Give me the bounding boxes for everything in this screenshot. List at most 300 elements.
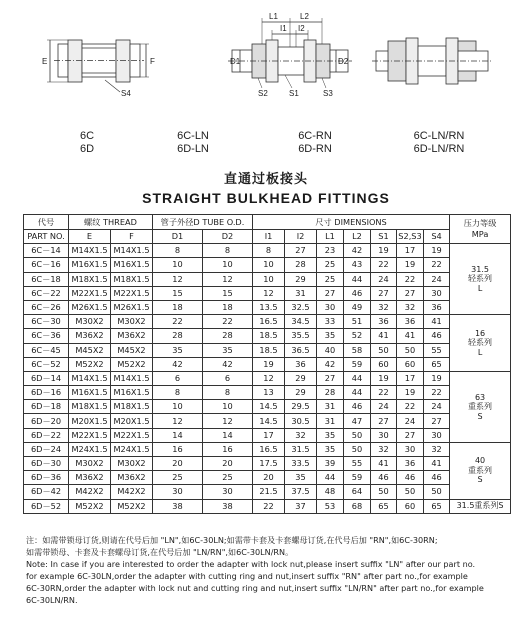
table-cell: 12	[253, 286, 285, 300]
table-cell: 32	[371, 300, 397, 314]
part-number-cell: 6D－36	[24, 471, 69, 485]
part-number-cell: 6D－22	[24, 428, 69, 442]
table-cell: 6	[203, 371, 253, 385]
part-number-cell: 6D－16	[24, 386, 69, 400]
table-cell: 42	[344, 244, 371, 258]
table-cell: 48	[317, 485, 344, 499]
table-cell: 14	[153, 428, 203, 442]
table-cell: 31.5	[285, 442, 317, 456]
table-cell: 46	[424, 329, 450, 343]
header-thread: 螺纹 THREAD	[69, 215, 153, 230]
table-cell: 37	[285, 499, 317, 513]
table-cell: 30	[317, 300, 344, 314]
table-cell: 42	[153, 357, 203, 371]
table-cell: 35.5	[285, 329, 317, 343]
table-cell: 41	[424, 315, 450, 329]
part-number-cell: 6C－14	[24, 244, 69, 258]
table-cell: 30	[371, 428, 397, 442]
table-cell: M26X1.5	[111, 300, 153, 314]
header-col: I2	[285, 230, 317, 244]
table-cell: 32.5	[285, 300, 317, 314]
table-cell: 46	[424, 471, 450, 485]
table-cell: 44	[344, 371, 371, 385]
technical-drawing	[0, 0, 532, 100]
pressure-rating-line: S	[477, 411, 483, 421]
table-cell: M42X2	[69, 485, 111, 499]
table-cell: 46	[397, 471, 424, 485]
table-cell: 50	[424, 485, 450, 499]
header-col: L2	[344, 230, 371, 244]
table-row	[24, 371, 511, 385]
table-cell: 22	[203, 315, 253, 329]
table-cell: 22	[397, 400, 424, 414]
table-cell: M20X1.5	[111, 414, 153, 428]
pressure-rating-cell	[450, 442, 511, 499]
dim-label-d1: D1	[230, 57, 241, 66]
pressure-rating-cell	[450, 244, 511, 315]
table-cell: 19	[397, 386, 424, 400]
table-cell: 27	[397, 428, 424, 442]
header-col: D2	[203, 230, 253, 244]
spec-table-body	[24, 244, 511, 514]
table-cell: 31	[317, 400, 344, 414]
table-cell: 50	[397, 485, 424, 499]
table-cell: M30X2	[69, 315, 111, 329]
header-col: E	[69, 230, 111, 244]
dim-label-s3: S3	[323, 89, 333, 98]
table-cell: M16X1.5	[111, 386, 153, 400]
table-cell: 68	[344, 499, 371, 513]
table-cell: 13.5	[253, 300, 285, 314]
table-cell: 32	[371, 442, 397, 456]
table-cell: 16	[153, 442, 203, 456]
pressure-rating-line: L	[477, 347, 483, 357]
table-cell: 8	[253, 244, 285, 258]
table-cell: 42	[317, 357, 344, 371]
table-cell: 12	[203, 414, 253, 428]
table-cell: 10	[253, 258, 285, 272]
table-cell: 28	[203, 329, 253, 343]
dim-label-l1: L1	[269, 12, 278, 21]
table-cell: 30.5	[285, 414, 317, 428]
dim-label-s2: S2	[258, 89, 268, 98]
table-cell: 20	[253, 471, 285, 485]
table-cell: 41	[397, 329, 424, 343]
table-cell: 17	[397, 371, 424, 385]
pressure-rating-line: 31.5重系列S	[456, 501, 504, 511]
table-cell: 35	[285, 471, 317, 485]
table-cell: 40	[317, 343, 344, 357]
header-part-cn: 代号	[24, 215, 69, 230]
part-number-cell: 6C－36	[24, 329, 69, 343]
table-cell: 38	[203, 499, 253, 513]
variant-label-rn: 6C-RN 6D-RN	[298, 130, 332, 155]
table-cell: 50	[344, 442, 371, 456]
dim-label-d2: D2	[338, 57, 349, 66]
table-cell: 14.5	[253, 414, 285, 428]
table-cell: M30X2	[111, 457, 153, 471]
bulkhead-fitting-section-view	[228, 18, 352, 88]
header-col: S2,S3	[397, 230, 424, 244]
table-cell: 8	[153, 244, 203, 258]
table-cell: M42X2	[111, 485, 153, 499]
table-cell: 65	[424, 357, 450, 371]
table-cell: 15	[153, 286, 203, 300]
note-line: for example 6C-30LN,order the adapter with cutting ring and nut,insert suffix "RN" after part no.,for example	[26, 571, 468, 581]
pressure-rating-cell	[450, 315, 511, 372]
table-cell: 30	[397, 442, 424, 456]
table-cell: 22	[397, 272, 424, 286]
table-cell: 34.5	[285, 315, 317, 329]
table-cell: 25	[317, 258, 344, 272]
note-line: 注：如需带锁母订货,则请在代号后加 "LN",如6C-30LN;如需带卡套及卡套螺母订货,在代号后加 "RN",如6C-30RN;	[26, 535, 438, 545]
table-cell: M20X1.5	[69, 414, 111, 428]
table-row	[24, 357, 511, 371]
table-cell: 32	[424, 442, 450, 456]
table-cell: 30	[424, 428, 450, 442]
table-cell: 36	[424, 300, 450, 314]
table-cell: 43	[344, 258, 371, 272]
part-number-cell: 6C－45	[24, 343, 69, 357]
table-cell: M22X1.5	[69, 286, 111, 300]
table-cell: 44	[344, 386, 371, 400]
table-cell: 33.5	[285, 457, 317, 471]
variant-label-ln: 6C-LN 6D-LN	[177, 130, 209, 155]
table-cell: 22	[424, 258, 450, 272]
table-cell: 25	[153, 471, 203, 485]
table-cell: M22X1.5	[111, 428, 153, 442]
dim-label-l2: L2	[300, 12, 309, 21]
table-cell: 55	[344, 457, 371, 471]
variant-label-plain: 6C 6D	[79, 130, 95, 155]
table-cell: 12	[253, 371, 285, 385]
table-cell: M52X2	[111, 357, 153, 371]
table-cell: 46	[344, 400, 371, 414]
table-cell: M18X1.5	[69, 400, 111, 414]
table-cell: 36	[371, 315, 397, 329]
header-dimensions: 尺寸 DIMENSIONS	[253, 215, 450, 230]
table-cell: 22	[371, 258, 397, 272]
table-cell: M22X1.5	[69, 428, 111, 442]
table-cell: 12	[203, 272, 253, 286]
title-english: STRAIGHT BULKHEAD FITTINGS	[142, 190, 390, 206]
part-number-cell: 6C－22	[24, 286, 69, 300]
table-cell: 17	[253, 428, 285, 442]
part-number-cell: 6C－16	[24, 258, 69, 272]
table-row	[24, 315, 511, 329]
table-cell: 35	[317, 329, 344, 343]
table-cell: 20	[153, 457, 203, 471]
table-cell: 29	[285, 386, 317, 400]
table-subheader-row	[24, 230, 511, 244]
table-cell: 58	[344, 343, 371, 357]
table-cell: 59	[344, 357, 371, 371]
table-cell: 10	[203, 400, 253, 414]
table-cell: M18X1.5	[69, 272, 111, 286]
table-cell: 16.5	[253, 442, 285, 456]
table-cell: 47	[344, 414, 371, 428]
pressure-rating-line: 重系列	[468, 402, 493, 412]
table-row	[24, 442, 511, 456]
title-chinese: 直通过板接头	[223, 172, 308, 187]
table-cell: 49	[344, 300, 371, 314]
header-col: L1	[317, 230, 344, 244]
table-row	[24, 258, 511, 272]
pressure-rating-line: 重系列	[468, 465, 493, 475]
table-cell: 50	[344, 428, 371, 442]
table-cell: 19	[253, 357, 285, 371]
table-cell: 35	[317, 428, 344, 442]
table-cell: M16X1.5	[69, 386, 111, 400]
part-number-cell: 6C－26	[24, 300, 69, 314]
table-cell: 19	[371, 371, 397, 385]
table-row	[24, 244, 511, 258]
table-cell: M45X2	[69, 343, 111, 357]
table-cell: M14X1.5	[111, 371, 153, 385]
table-cell: M36X2	[111, 329, 153, 343]
part-number-cell: 6D－18	[24, 400, 69, 414]
table-cell: 16.5	[253, 315, 285, 329]
table-cell: 60	[397, 499, 424, 513]
table-cell: 41	[371, 457, 397, 471]
table-cell: M24X1.5	[111, 442, 153, 456]
table-row	[24, 329, 511, 343]
table-cell: 12	[153, 414, 203, 428]
dim-label-i2: I2	[298, 24, 305, 33]
table-cell: 30	[203, 485, 253, 499]
table-cell: 27	[371, 286, 397, 300]
table-cell: M14X1.5	[69, 371, 111, 385]
table-cell: 10	[203, 258, 253, 272]
table-cell: 38	[153, 499, 203, 513]
table-cell: 59	[344, 471, 371, 485]
table-cell: 19	[371, 244, 397, 258]
table-cell: 64	[344, 485, 371, 499]
table-cell: 16	[203, 442, 253, 456]
note-line: 6C-30LN/RN.	[26, 595, 78, 605]
table-cell: 39	[317, 457, 344, 471]
table-cell: 18	[203, 300, 253, 314]
header-col: I1	[253, 230, 285, 244]
table-cell: 24	[397, 414, 424, 428]
table-cell: 25	[203, 471, 253, 485]
table-cell: 21.5	[253, 485, 285, 499]
dim-label-f: F	[150, 57, 155, 66]
table-cell: 24	[371, 400, 397, 414]
table-cell: 30	[424, 286, 450, 300]
table-cell: 10	[153, 400, 203, 414]
table-cell: 24	[424, 400, 450, 414]
table-cell: M18X1.5	[111, 272, 153, 286]
table-cell: M18X1.5	[111, 400, 153, 414]
table-cell: 18.5	[253, 329, 285, 343]
table-cell: 30	[153, 485, 203, 499]
table-cell: 27	[397, 286, 424, 300]
table-cell: 19	[424, 371, 450, 385]
table-row	[24, 272, 511, 286]
table-cell: 46	[371, 471, 397, 485]
part-number-cell: 6D－42	[24, 485, 69, 499]
header-part-en: PART NO.	[24, 230, 69, 244]
table-cell: 8	[203, 244, 253, 258]
table-cell: 35	[317, 442, 344, 456]
table-cell: 41	[424, 457, 450, 471]
table-cell: M24X1.5	[69, 442, 111, 456]
table-cell: 50	[397, 343, 424, 357]
table-cell: 8	[153, 386, 203, 400]
part-number-cell: 6C－30	[24, 315, 69, 329]
table-cell: M16X1.5	[111, 258, 153, 272]
note-line: 6C-30RN,order the adapter with lock nut and cutting ring and nut,insert suffix "LN/RN" after part no.,for example	[26, 583, 484, 593]
pressure-rating-line: S	[477, 475, 483, 485]
table-row	[24, 499, 511, 513]
pressure-rating-cell	[450, 371, 511, 442]
table-cell: 28	[317, 386, 344, 400]
table-cell: 60	[397, 357, 424, 371]
table-cell: 35	[153, 343, 203, 357]
table-row	[24, 457, 511, 471]
pressure-rating-line: 轻系列	[468, 274, 493, 284]
table-cell: 65	[371, 499, 397, 513]
pressure-rating-line: 16	[474, 328, 486, 338]
pressure-rating-cell	[450, 499, 511, 513]
table-cell: M52X2	[69, 499, 111, 513]
table-cell: M22X1.5	[111, 286, 153, 300]
table-cell: 10	[153, 258, 203, 272]
header-col: D1	[153, 230, 203, 244]
table-cell: M52X2	[69, 357, 111, 371]
table-row	[24, 300, 511, 314]
table-cell: 50	[371, 485, 397, 499]
table-row	[24, 471, 511, 485]
table-cell: M52X2	[111, 499, 153, 513]
table-cell: 37.5	[285, 485, 317, 499]
table-cell: 32	[397, 300, 424, 314]
table-cell: 28	[285, 258, 317, 272]
pressure-rating-line: 轻系列	[468, 338, 493, 348]
dim-label-s1: S1	[289, 89, 299, 98]
table-cell: 22	[424, 386, 450, 400]
table-cell: 6	[153, 371, 203, 385]
table-cell: 22	[153, 315, 203, 329]
table-row	[24, 428, 511, 442]
table-cell: 44	[344, 272, 371, 286]
table-cell: 60	[371, 357, 397, 371]
table-cell: 46	[344, 286, 371, 300]
table-cell: M14X1.5	[111, 244, 153, 258]
table-cell: M45X2	[111, 343, 153, 357]
table-cell: 18.5	[253, 343, 285, 357]
table-cell: 24	[424, 272, 450, 286]
table-cell: 31	[285, 286, 317, 300]
header-tube-od: 管子外径D TUBE O.D.	[153, 215, 253, 230]
table-cell: 27	[285, 244, 317, 258]
table-cell: 15	[203, 286, 253, 300]
table-cell: 31	[317, 414, 344, 428]
table-row	[24, 286, 511, 300]
table-cell: 20	[203, 457, 253, 471]
part-number-cell: 6D－52	[24, 499, 69, 513]
pressure-rating-line: 31.5	[471, 264, 489, 274]
table-cell: 55	[424, 343, 450, 357]
table-cell: 14	[203, 428, 253, 442]
table-cell: M36X2	[111, 471, 153, 485]
table-cell: 17	[397, 244, 424, 258]
table-cell: M36X2	[69, 471, 111, 485]
table-cell: 23	[317, 244, 344, 258]
table-cell: 27	[371, 414, 397, 428]
note-line: Note: In case if you are interested to order the adapter with lock nut,please insert suffix "LN" after our part no.	[26, 559, 476, 569]
table-cell: M26X1.5	[69, 300, 111, 314]
table-cell: 36	[397, 315, 424, 329]
dim-label-e: E	[42, 57, 48, 66]
table-cell: 32	[285, 428, 317, 442]
table-cell: 18	[153, 300, 203, 314]
table-cell: 41	[371, 329, 397, 343]
pressure-rating-line: 40	[474, 456, 486, 466]
table-cell: 65	[424, 499, 450, 513]
table-cell: 8	[203, 386, 253, 400]
table-cell: 29	[285, 272, 317, 286]
table-cell: M14X1.5	[69, 244, 111, 258]
spec-table	[23, 214, 511, 514]
header-pressure: 压力等级 MPa	[450, 215, 511, 244]
table-cell: 36	[397, 457, 424, 471]
table-cell: 28	[153, 329, 203, 343]
part-number-cell: 6D－24	[24, 442, 69, 456]
table-cell: 22	[253, 499, 285, 513]
table-cell: M36X2	[69, 329, 111, 343]
part-number-cell: 6D－30	[24, 457, 69, 471]
pressure-rating-line: L	[477, 283, 483, 293]
variant-label-ln-rn: 6C-LN/RN 6D-LN/RN	[413, 130, 465, 155]
part-number-cell: 6D－14	[24, 371, 69, 385]
bulkhead-fitting-side-view	[47, 40, 149, 92]
table-cell: 19	[397, 258, 424, 272]
table-cell: M30X2	[111, 315, 153, 329]
table-row	[24, 386, 511, 400]
table-cell: 53	[317, 499, 344, 513]
table-cell: 27	[317, 371, 344, 385]
table-cell: 36.5	[285, 343, 317, 357]
pressure-rating-line: 63	[474, 392, 486, 402]
table-cell: 13	[253, 386, 285, 400]
table-cell: 42	[203, 357, 253, 371]
table-cell: 44	[317, 471, 344, 485]
table-row	[24, 400, 511, 414]
table-cell: 27	[317, 286, 344, 300]
table-cell: 36	[285, 357, 317, 371]
table-cell: M30X2	[69, 457, 111, 471]
table-cell: 50	[371, 343, 397, 357]
note-line: 如需带锁母、卡套及卡套螺母订货,在代号后加 "LN/RN",如6C-30LN/RN。	[26, 547, 294, 557]
table-cell: 52	[344, 329, 371, 343]
table-cell: 27	[424, 414, 450, 428]
part-number-cell: 6C－18	[24, 272, 69, 286]
table-cell: 29	[285, 371, 317, 385]
table-cell: 14.5	[253, 400, 285, 414]
header-col: S4	[424, 230, 450, 244]
table-cell: 12	[153, 272, 203, 286]
part-number-cell: 6D－20	[24, 414, 69, 428]
table-cell: 51	[344, 315, 371, 329]
header-col: F	[111, 230, 153, 244]
order-notes	[26, 534, 512, 606]
table-cell: 19	[424, 244, 450, 258]
table-cell: 33	[317, 315, 344, 329]
table-row	[24, 485, 511, 499]
bulkhead-fitting-assembly-view	[372, 38, 492, 84]
